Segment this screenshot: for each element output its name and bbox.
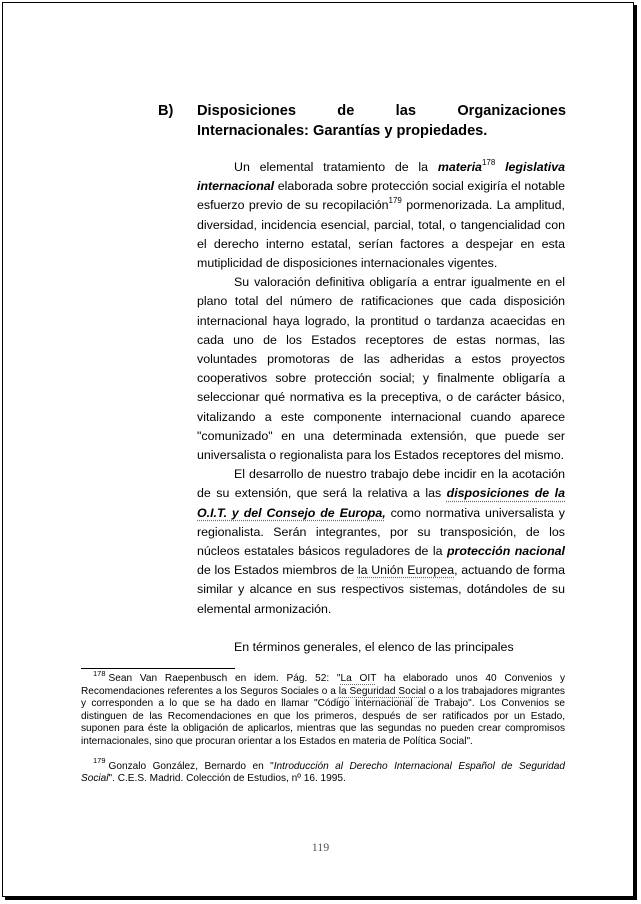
- paragraph: El desarrollo de nuestro trabajo debe incidir en la acotación de su extensión, que será la relativa a las disposiciones de la O.I.T. y del Consejo de Europa, como normativa universalista y regionalista. Serán integrantes, por su transposición, de los núcleos estatales básicos reguladores de la protección nacional de los Estados miembros de la Unión Europea, actuando de forma similar y alcance en sus respectivos sistemas, dotándoles de su elemental armonización.: [197, 467, 565, 616]
- paragraph: Un elemental tratamiento de la materia$^{178}$ legislativa internacional elaborada sobre protección social exigiría el notable esfuerzo previo de su recopilación$^{179}$ pormenorizada. La amplitud, diversidad, incidencia esencial, parcial, total, o tangencialidad con el derecho interno estatal, serían factores a despejar en esta mutiplicidad de disposiciones internacionales vigentes.: [197, 157, 565, 271]
- footnote-number: 179: [93, 756, 106, 766]
- paragraph: En términos generales, el elenco de las principales: [234, 639, 514, 654]
- page-number: 119: [311, 840, 330, 854]
- footnote-ref[interactable]: 179: [388, 196, 402, 206]
- footnote-ref[interactable]: 178: [481, 157, 496, 167]
- section-title-line2: Internacionales: Garantías y propiedades.: [197, 123, 488, 139]
- section-letter: B): [158, 103, 174, 119]
- footnote: $^{179}$ Gonzalo González, Bernardo en "Introducción al Derecho Internacional Español de Seguridad Social". C.E.S. Madrid. Colección de Estudios, nº 16. 1995.: [81, 756, 566, 785]
- section-title: [197, 101, 566, 141]
- footnote-number: 178: [93, 668, 106, 678]
- footnote: $^{178}$ Sean Van Raepenbusch en idem. Pág. 52: "La OIT ha elaborado unos 40 Convenios y Recomendaciones referentes a los Seguros Sociales o a la Seguridad Social o a los trabajadores migrantes y corresponden a lo que se ha dado en llamar "Código Internacional de Trabajo". Los Convenios se distinguen de las Recomendaciones en que los primeros, después de ser ratificados por un Estado, suponen para éste la obligación de aplicarlos, mientras que las segundas no pueden crear compromisos internacionales, sino que procuran orientar a los Estados en materia de Política Social".: [81, 668, 565, 747]
- document-page: [2, 2, 634, 897]
- section-title-line1: Disposiciones de las Organizaciones: [197, 103, 566, 119]
- footnotes: [81, 668, 566, 798]
- paragraph: Su valoración definitiva obligaría a entrar igualmente en el plano total del número de ratificaciones que cada disposición internacional haya logrado, la prontitud o tardanza acaecidas en cada uno de los Estados receptores de estas normas, las voluntades promotoras de las adheridas a estos proyectos cooperativos sobre protección social; y finalmente obligaría a seleccionar qué normativa es la preceptiva, o de carácter básico, vitalizando a este componente internacional cuando aparece "comunizado" en una determinada extensión, que puede ser universalista o regionalista para los Estados receptores del mismo.: [197, 275, 565, 463]
- body-text: [197, 158, 565, 657]
